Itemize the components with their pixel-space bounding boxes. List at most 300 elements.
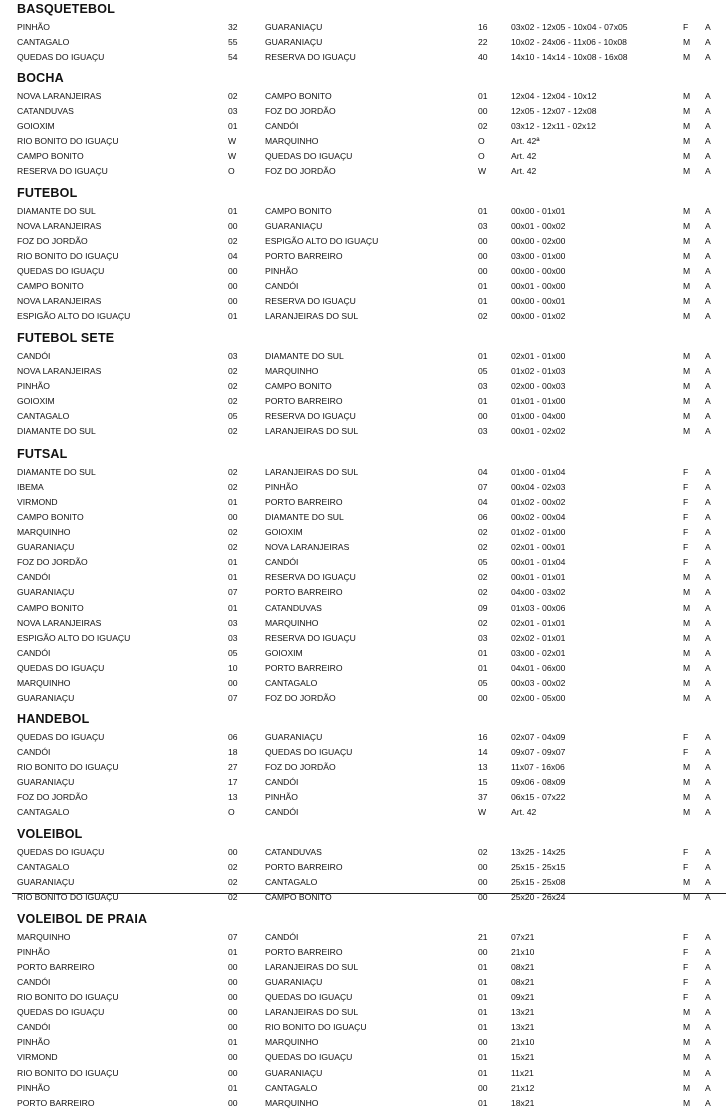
partial-scores: 02x01 - 00x01	[511, 542, 566, 553]
gender-code: M	[683, 221, 691, 232]
score-away: 37	[478, 792, 488, 803]
score-away: 01	[478, 1022, 488, 1033]
score-home: 07	[228, 932, 238, 942]
score-home: 00	[228, 1067, 238, 1078]
category-code: A	[705, 617, 711, 628]
section-title: HANDEBOL	[17, 712, 90, 726]
category-code: A	[705, 557, 711, 568]
score-home: 00	[228, 677, 238, 688]
result-row	[0, 409, 728, 424]
section-title: BOCHA	[17, 71, 64, 85]
team-away: CAMPO BONITO	[265, 381, 332, 392]
gender-code: M	[683, 426, 691, 437]
result-row	[0, 760, 728, 775]
gender-code: M	[683, 662, 691, 673]
category-code: A	[705, 426, 711, 437]
score-away: 09	[478, 602, 488, 613]
score-home: 55	[228, 37, 238, 47]
team-home: PINHÃO	[17, 1082, 50, 1093]
category-code: A	[705, 792, 711, 803]
result-row	[0, 1005, 728, 1020]
result-row	[0, 875, 728, 890]
result-row	[0, 570, 728, 585]
team-away: GUARANIAÇU	[265, 977, 323, 988]
team-home: DIAMANTE DO SUL	[17, 206, 96, 216]
result-row	[0, 646, 728, 661]
category-code: A	[705, 862, 711, 872]
partial-scores: 13x25 - 14x25	[511, 847, 566, 857]
team-away: DIAMANTE DO SUL	[265, 351, 344, 361]
team-home: MARQUINHO	[17, 677, 71, 688]
gender-code: M	[683, 892, 691, 903]
gender-code: M	[683, 1052, 691, 1063]
score-home: 00	[228, 296, 238, 307]
result-row	[0, 1050, 728, 1065]
gender-code: M	[683, 632, 691, 643]
result-row	[0, 349, 728, 364]
category-code: A	[705, 807, 711, 818]
partial-scores: 02x01 - 01x00	[511, 351, 566, 361]
team-home: CANDÓI	[17, 977, 51, 988]
partial-scores: 08x21	[511, 977, 535, 988]
result-row	[0, 555, 728, 570]
score-home: 05	[228, 411, 238, 422]
category-code: A	[705, 52, 711, 63]
category-code: A	[705, 296, 711, 307]
partial-scores: 00x01 - 01x01	[511, 572, 566, 583]
result-row	[0, 585, 728, 600]
team-away: PORTO BARREIRO	[265, 396, 343, 407]
score-home: 17	[228, 777, 238, 788]
partial-scores: 03x00 - 02x01	[511, 647, 566, 658]
category-code: A	[705, 542, 711, 553]
score-away: 00	[478, 862, 488, 872]
score-home: 02	[228, 862, 238, 872]
result-row	[0, 149, 728, 164]
team-away: PINHÃO	[265, 482, 298, 493]
score-away: 02	[478, 847, 488, 857]
team-away: CANDÓI	[265, 557, 299, 568]
team-away: CATANDUVAS	[265, 847, 322, 857]
team-away: GUARANIAÇU	[265, 1067, 323, 1078]
gender-code: M	[683, 617, 691, 628]
category-code: A	[705, 747, 711, 757]
partial-scores: 18x21	[511, 1097, 535, 1108]
team-away: CANDÓI	[265, 281, 299, 292]
team-away: CAMPO BONITO	[265, 206, 332, 216]
team-away: FOZ DO JORDÃO	[265, 166, 336, 177]
team-away: FOZ DO JORDÃO	[265, 692, 336, 703]
result-row	[0, 294, 728, 309]
team-home: GUARANIAÇU	[17, 587, 75, 598]
score-away: O	[478, 136, 485, 147]
result-row	[0, 990, 728, 1005]
gender-code: M	[683, 206, 691, 216]
score-away: 01	[478, 281, 488, 292]
gender-code: M	[683, 296, 691, 307]
result-row	[0, 379, 728, 394]
score-home: 02	[228, 396, 238, 407]
partial-scores: 00x00 - 02x00	[511, 236, 566, 247]
score-away: 01	[478, 206, 488, 216]
partial-scores: 21x10	[511, 1037, 535, 1048]
team-home: PINHÃO	[17, 947, 50, 957]
score-home: 00	[228, 512, 238, 523]
score-away: 00	[478, 892, 488, 903]
category-code: A	[705, 497, 711, 508]
score-away: 00	[478, 266, 488, 277]
team-away: CANTAGALO	[265, 1082, 318, 1093]
gender-code: F	[683, 542, 689, 553]
team-home: CAMPO BONITO	[17, 602, 84, 613]
gender-code: M	[683, 602, 691, 613]
category-code: A	[705, 677, 711, 688]
score-away: 02	[478, 121, 488, 132]
category-code: A	[705, 396, 711, 407]
section-title: FUTEBOL SETE	[17, 331, 115, 345]
gender-code: F	[683, 732, 689, 742]
result-row	[0, 1096, 728, 1111]
category-code: A	[705, 662, 711, 673]
partial-scores: 00x00 - 00x00	[511, 266, 566, 277]
team-home: CAMPO BONITO	[17, 512, 84, 523]
score-away: 03	[478, 381, 488, 392]
team-home: FOZ DO JORDÃO	[17, 236, 88, 247]
score-home: 01	[228, 557, 238, 568]
section-title: VOLEIBOL	[17, 827, 83, 841]
partial-scores: 01x01 - 01x00	[511, 396, 566, 407]
team-away: RESERVA DO IGUAÇU	[265, 296, 356, 307]
team-home: CANTAGALO	[17, 37, 70, 47]
team-home: PINHÃO	[17, 381, 50, 392]
score-home: 02	[228, 467, 238, 477]
gender-code: F	[683, 557, 689, 568]
team-home: FOZ DO JORDÃO	[17, 557, 88, 568]
category-code: A	[705, 977, 711, 988]
category-code: A	[705, 527, 711, 538]
score-away: 00	[478, 411, 488, 422]
result-row	[0, 119, 728, 134]
team-away: LARANJEIRAS DO SUL	[265, 467, 359, 477]
section-title: BASQUETEBOL	[17, 2, 116, 16]
category-code: A	[705, 892, 711, 903]
category-code: A	[705, 106, 711, 116]
team-home: RESERVA DO IGUAÇU	[17, 166, 108, 177]
team-away: NOVA LARANJEIRAS	[265, 542, 350, 553]
result-row	[0, 20, 728, 35]
score-home: 02	[228, 892, 238, 903]
score-away: 01	[478, 91, 488, 101]
partial-scores: 01x02 - 01x00	[511, 527, 566, 538]
score-away: W	[478, 807, 487, 818]
score-home: 06	[228, 732, 238, 742]
category-code: A	[705, 692, 711, 703]
score-away: 01	[478, 1007, 488, 1018]
partial-scores: 00x00 - 00x01	[511, 296, 566, 307]
category-code: A	[705, 602, 711, 613]
team-home: RIO BONITO DO IGUAÇU	[17, 892, 119, 903]
partial-scores: 02x00 - 00x03	[511, 381, 566, 392]
score-away: 03	[478, 221, 488, 232]
score-home: 00	[228, 221, 238, 232]
score-away: 06	[478, 512, 488, 523]
partial-scores: 03x02 - 12x05 - 10x04 - 07x05	[511, 22, 628, 32]
score-away: 03	[478, 632, 488, 643]
team-away: CANTAGALO	[265, 677, 318, 688]
category-code: A	[705, 311, 711, 322]
team-home: CANDÓI	[17, 572, 51, 583]
category-code: A	[705, 136, 711, 147]
team-away: QUEDAS DO IGUAÇU	[265, 151, 353, 162]
category-code: A	[705, 587, 711, 598]
result-row	[0, 309, 728, 324]
team-home: NOVA LARANJEIRAS	[17, 366, 102, 377]
partial-scores: 09x06 - 08x09	[511, 777, 566, 788]
score-away: 03	[478, 426, 488, 437]
category-code: A	[705, 251, 711, 262]
section-title: FUTEBOL	[17, 186, 78, 200]
team-home: GUARANIAÇU	[17, 542, 75, 553]
partial-scores: 25x20 - 26x24	[511, 892, 566, 903]
team-home: NOVA LARANJEIRAS	[17, 91, 102, 101]
team-home: GOIOXIM	[17, 121, 55, 132]
team-home: NOVA LARANJEIRAS	[17, 296, 102, 307]
partial-scores: 12x04 - 12x04 - 10x12	[511, 91, 597, 101]
category-code: A	[705, 992, 711, 1003]
gender-code: M	[683, 792, 691, 803]
team-away: PORTO BARREIRO	[265, 662, 343, 673]
team-home: MARQUINHO	[17, 932, 71, 942]
score-away: 15	[478, 777, 488, 788]
score-home: 02	[228, 426, 238, 437]
result-row	[0, 845, 728, 860]
team-home: CANDÓI	[17, 351, 51, 361]
category-code: A	[705, 121, 711, 132]
team-home: MARQUINHO	[17, 527, 71, 538]
partial-scores: 03x00 - 01x00	[511, 251, 566, 262]
team-home: CAMPO BONITO	[17, 281, 84, 292]
score-away: 13	[478, 762, 488, 773]
score-home: 04	[228, 251, 238, 262]
team-away: MARQUINHO	[265, 1097, 319, 1108]
score-away: 02	[478, 311, 488, 322]
team-away: QUEDAS DO IGUAÇU	[265, 747, 353, 757]
team-away: RESERVA DO IGUAÇU	[265, 411, 356, 422]
gender-code: M	[683, 166, 691, 177]
result-row	[0, 661, 728, 676]
score-home: 54	[228, 52, 238, 63]
score-home: 05	[228, 647, 238, 658]
score-away: 00	[478, 877, 488, 888]
team-away: GOIOXIM	[265, 527, 303, 538]
score-home: 00	[228, 266, 238, 277]
score-home: 01	[228, 121, 238, 132]
partial-scores: Art. 42	[511, 807, 537, 818]
result-row	[0, 631, 728, 646]
score-away: 02	[478, 572, 488, 583]
score-home: 13	[228, 792, 238, 803]
gender-code: M	[683, 677, 691, 688]
team-home: CANTAGALO	[17, 862, 70, 872]
team-away: PINHÃO	[265, 266, 298, 277]
score-away: 16	[478, 732, 488, 742]
gender-code: M	[683, 251, 691, 262]
partial-scores: 13x21	[511, 1022, 535, 1033]
team-home: PINHÃO	[17, 1037, 50, 1048]
partial-scores: 00x01 - 01x04	[511, 557, 566, 568]
partial-scores: 00x00 - 01x01	[511, 206, 566, 216]
partial-scores: 00x00 - 01x02	[511, 311, 566, 322]
score-away: 01	[478, 396, 488, 407]
category-code: A	[705, 1022, 711, 1033]
result-row	[0, 104, 728, 119]
team-home: GUARANIAÇU	[17, 692, 75, 703]
partial-scores: 01x02 - 01x03	[511, 366, 566, 377]
gender-code: F	[683, 22, 689, 32]
result-row	[0, 204, 728, 219]
score-home: 32	[228, 22, 238, 32]
score-away: 01	[478, 296, 488, 307]
team-away: QUEDAS DO IGUAÇU	[265, 992, 353, 1003]
team-away: CATANDUVAS	[265, 602, 322, 613]
gender-code: M	[683, 351, 691, 361]
partial-scores: 00x03 - 00x02	[511, 677, 566, 688]
team-away: LARANJEIRAS DO SUL	[265, 962, 359, 973]
team-away: FOZ DO JORDÃO	[265, 762, 336, 773]
gender-code: F	[683, 747, 689, 757]
team-away: CANDÓI	[265, 807, 299, 818]
result-row	[0, 691, 728, 706]
partial-scores: 09x21	[511, 992, 535, 1003]
score-away: 01	[478, 647, 488, 658]
result-row	[0, 975, 728, 990]
gender-code: F	[683, 862, 689, 872]
category-code: A	[705, 1052, 711, 1063]
result-row	[0, 234, 728, 249]
team-home: GUARANIAÇU	[17, 777, 75, 788]
team-home: NOVA LARANJEIRAS	[17, 221, 102, 232]
result-row	[0, 601, 728, 616]
result-row	[0, 219, 728, 234]
category-code: A	[705, 762, 711, 773]
score-away: 00	[478, 251, 488, 262]
gender-code: M	[683, 151, 691, 162]
team-away: RESERVA DO IGUAÇU	[265, 632, 356, 643]
category-code: A	[705, 467, 711, 477]
team-home: DIAMANTE DO SUL	[17, 467, 96, 477]
score-home: 02	[228, 91, 238, 101]
result-row	[0, 264, 728, 279]
gender-code: M	[683, 1082, 691, 1093]
team-home: QUEDAS DO IGUAÇU	[17, 52, 105, 63]
team-away: RESERVA DO IGUAÇU	[265, 572, 356, 583]
section-title: VOLEIBOL DE PRAIA	[17, 912, 148, 926]
team-away: CANDÓI	[265, 777, 299, 788]
partial-scores: 04x00 - 03x02	[511, 587, 566, 598]
gender-code: M	[683, 121, 691, 132]
score-home: 02	[228, 381, 238, 392]
gender-code: M	[683, 877, 691, 888]
partial-scores: Art. 42ª	[511, 136, 540, 147]
gender-code: M	[683, 1037, 691, 1048]
team-home: PORTO BARREIRO	[17, 962, 95, 973]
score-home: 27	[228, 762, 238, 773]
score-home: 07	[228, 692, 238, 703]
result-row	[0, 480, 728, 495]
score-home: 00	[228, 1097, 238, 1108]
category-code: A	[705, 1082, 711, 1093]
team-away: CAMPO BONITO	[265, 91, 332, 101]
team-home: CANDÓI	[17, 647, 51, 658]
score-away: 05	[478, 557, 488, 568]
result-row	[0, 616, 728, 631]
partial-scores: Art. 42	[511, 166, 537, 177]
category-code: A	[705, 236, 711, 247]
result-row	[0, 134, 728, 149]
score-away: 05	[478, 366, 488, 377]
score-away: 02	[478, 527, 488, 538]
category-code: A	[705, 877, 711, 888]
team-home: PORTO BARREIRO	[17, 1097, 95, 1108]
result-row	[0, 50, 728, 65]
score-home: 01	[228, 1037, 238, 1048]
result-row	[0, 424, 728, 439]
score-home: O	[228, 166, 235, 177]
team-away: PORTO BARREIRO	[265, 862, 343, 872]
category-code: A	[705, 206, 711, 216]
gender-code: M	[683, 311, 691, 322]
gender-code: M	[683, 91, 691, 101]
gender-code: M	[683, 1067, 691, 1078]
result-row	[0, 394, 728, 409]
team-home: CANTAGALO	[17, 807, 70, 818]
score-away: 07	[478, 482, 488, 493]
category-code: A	[705, 1067, 711, 1078]
score-home: 01	[228, 572, 238, 583]
result-row	[0, 676, 728, 691]
category-code: A	[705, 351, 711, 361]
result-row	[0, 1066, 728, 1081]
partial-scores: 01x03 - 00x06	[511, 602, 566, 613]
score-away: 01	[478, 351, 488, 361]
score-home: W	[228, 136, 237, 147]
team-away: MARQUINHO	[265, 366, 319, 377]
result-row	[0, 495, 728, 510]
category-code: A	[705, 947, 711, 957]
partial-scores: 07x21	[511, 932, 535, 942]
partial-scores: Art. 42	[511, 151, 537, 162]
section-divider-line	[12, 893, 726, 894]
team-away: PINHÃO	[265, 792, 298, 803]
score-home: 01	[228, 602, 238, 613]
result-row	[0, 730, 728, 745]
score-away: 02	[478, 587, 488, 598]
team-away: GOIOXIM	[265, 647, 303, 658]
gender-code: F	[683, 527, 689, 538]
score-home: 02	[228, 482, 238, 493]
result-row	[0, 89, 728, 104]
team-home: VIRMOND	[17, 1052, 58, 1063]
partial-scores: 11x21	[511, 1067, 534, 1078]
score-home: 01	[228, 947, 238, 957]
score-home: 02	[228, 877, 238, 888]
gender-code: M	[683, 762, 691, 773]
score-away: 01	[478, 992, 488, 1003]
gender-code: F	[683, 977, 689, 988]
gender-code: M	[683, 1022, 691, 1033]
gender-code: M	[683, 281, 691, 292]
score-home: 01	[228, 311, 238, 322]
